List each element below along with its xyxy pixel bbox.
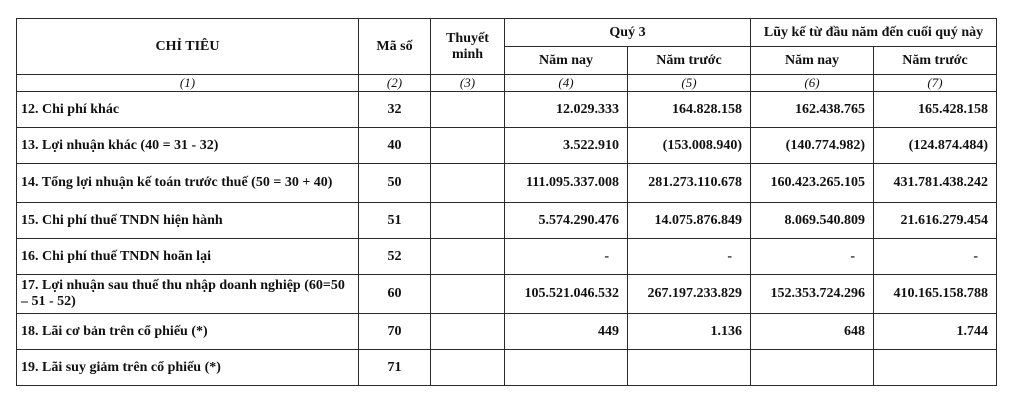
row-note	[431, 203, 505, 239]
ytd-this-year-value: 8.069.540.809	[751, 203, 874, 239]
ytd-last-year-value: 1.744	[874, 314, 997, 350]
q3-this-year-value: 5.574.290.476	[505, 203, 628, 239]
ytd-this-year-value: -	[751, 239, 874, 275]
header-ytd-last-year: Năm trước	[874, 47, 997, 75]
table-row	[17, 92, 997, 128]
row-note	[431, 128, 505, 164]
ytd-this-year-value: 162.438.765	[751, 92, 874, 128]
q3-last-year-value: 14.075.876.849	[628, 203, 751, 239]
table-row	[17, 203, 997, 239]
header-indicator: CHỈ TIÊU	[17, 19, 359, 75]
q3-this-year-value: 111.095.337.008	[505, 164, 628, 203]
q3-last-year-value	[628, 350, 751, 386]
ytd-last-year-value: 165.428.158	[874, 92, 997, 128]
ytd-last-year-value: 21.616.279.454	[874, 203, 997, 239]
table-row	[17, 314, 997, 350]
row-label: 19. Lãi suy giảm trên cổ phiếu (*)	[17, 350, 359, 386]
ytd-last-year-value	[874, 350, 997, 386]
q3-this-year-value	[505, 350, 628, 386]
row-code: 70	[359, 314, 431, 350]
q3-last-year-value: 281.273.110.678	[628, 164, 751, 203]
table-row	[17, 128, 997, 164]
q3-last-year-value: 1.136	[628, 314, 751, 350]
row-note	[431, 239, 505, 275]
ytd-last-year-value: 410.165.158.788	[874, 275, 997, 314]
q3-this-year-value: 105.521.046.532	[505, 275, 628, 314]
row-label: 18. Lãi cơ bản trên cổ phiếu (*)	[17, 314, 359, 350]
table-row	[17, 164, 997, 203]
row-label: 15. Chi phí thuế TNDN hiện hành	[17, 203, 359, 239]
row-code: 60	[359, 275, 431, 314]
q3-last-year-value: 164.828.158	[628, 92, 751, 128]
ytd-this-year-value: (140.774.982)	[751, 128, 874, 164]
header-ytd-this-year: Năm nay	[751, 47, 874, 75]
column-number: (2)	[359, 75, 431, 92]
ytd-last-year-value: (124.874.484)	[874, 128, 997, 164]
row-label: 12. Chi phí khác	[17, 92, 359, 128]
row-code: 51	[359, 203, 431, 239]
q3-this-year-value: 12.029.333	[505, 92, 628, 128]
column-number: (1)	[17, 75, 359, 92]
header-note: Thuyết minh	[431, 19, 505, 75]
q3-this-year-value: 449	[505, 314, 628, 350]
row-code: 71	[359, 350, 431, 386]
row-code: 40	[359, 128, 431, 164]
row-note	[431, 350, 505, 386]
column-number-row	[17, 75, 997, 92]
ytd-this-year-value: 160.423.265.105	[751, 164, 874, 203]
header-q3-last-year: Năm trước	[628, 47, 751, 75]
row-code: 32	[359, 92, 431, 128]
ytd-this-year-value	[751, 350, 874, 386]
ytd-this-year-value: 152.353.724.296	[751, 275, 874, 314]
q3-last-year-value: -	[628, 239, 751, 275]
column-number: (5)	[628, 75, 751, 92]
ytd-last-year-value: 431.781.438.242	[874, 164, 997, 203]
header-q3-this-year: Năm nay	[505, 47, 628, 75]
row-label: 14. Tổng lợi nhuận kế toán trước thuế (50 = 30 + 40)	[17, 164, 359, 203]
row-code: 50	[359, 164, 431, 203]
row-code: 52	[359, 239, 431, 275]
row-note	[431, 92, 505, 128]
column-number: (7)	[874, 75, 997, 92]
q3-this-year-value: 3.522.910	[505, 128, 628, 164]
column-number: (4)	[505, 75, 628, 92]
row-note	[431, 164, 505, 203]
ytd-this-year-value: 648	[751, 314, 874, 350]
header-code: Mã số	[359, 19, 431, 75]
q3-last-year-value: (153.008.940)	[628, 128, 751, 164]
header-quarter-3: Quý 3	[505, 19, 751, 47]
row-note	[431, 275, 505, 314]
q3-this-year-value: -	[505, 239, 628, 275]
column-number: (6)	[751, 75, 874, 92]
table-row	[17, 239, 997, 275]
income-statement-table	[16, 18, 997, 386]
table-row	[17, 275, 997, 314]
row-label: 13. Lợi nhuận khác (40 = 31 - 32)	[17, 128, 359, 164]
q3-last-year-value: 267.197.233.829	[628, 275, 751, 314]
header-year-to-date: Lũy kế từ đầu năm đến cuối quý này	[751, 19, 997, 47]
column-number: (3)	[431, 75, 505, 92]
ytd-last-year-value: -	[874, 239, 997, 275]
row-label: 16. Chi phí thuế TNDN hoãn lại	[17, 239, 359, 275]
row-label: 17. Lợi nhuận sau thuế thu nhập doanh nghiệp (60=50 – 51 - 52)	[17, 275, 359, 314]
row-note	[431, 314, 505, 350]
table-row	[17, 350, 997, 386]
